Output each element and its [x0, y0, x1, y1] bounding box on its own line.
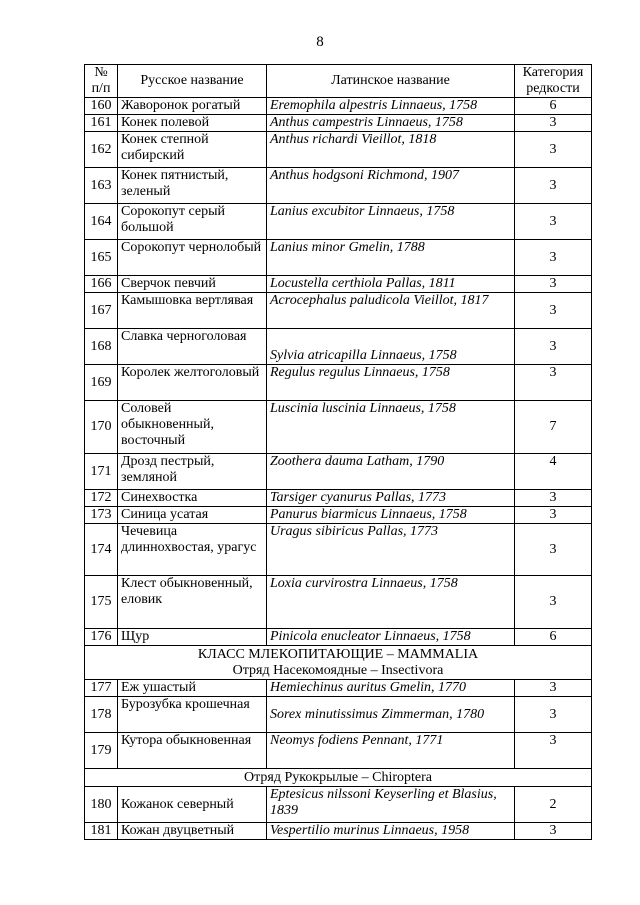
row-category: 3: [515, 576, 592, 629]
row-num: 164: [85, 204, 118, 240]
row-russian-name: Соловей обыкновенный, восточный: [118, 401, 267, 454]
row-russian-name: Камышовка вертлявая: [118, 293, 267, 329]
table-row: [85, 787, 592, 823]
row-category: 3: [515, 680, 592, 697]
row-category: 3: [515, 132, 592, 168]
row-num: 177: [85, 680, 118, 697]
table-row: [85, 507, 592, 524]
row-latin-name: Eptesicus nilssoni Keyserling et Blasius, 1839: [267, 787, 515, 823]
row-category: 3: [515, 490, 592, 507]
row-category: 6: [515, 98, 592, 115]
row-russian-name: Кутора обыкновенная: [118, 733, 267, 769]
row-latin-name: Loxia curvirostra Linnaeus, 1758: [267, 576, 515, 629]
table-row: [85, 823, 592, 840]
table-row: [85, 132, 592, 168]
row-russian-name: Конек степной сибирский: [118, 132, 267, 168]
section-order-title: Отряд Рукокрылые – Chiroptera: [85, 769, 592, 787]
row-num: 180: [85, 787, 118, 823]
row-category: 3: [515, 204, 592, 240]
row-num: 165: [85, 240, 118, 276]
row-latin-name: Anthus hodgsoni Richmond, 1907: [267, 168, 515, 204]
row-latin-name: Acrocephalus paludicola Vieillot, 1817: [267, 293, 515, 329]
table-row: [85, 680, 592, 697]
table-row: [85, 240, 592, 276]
table-row: [85, 204, 592, 240]
row-latin-name: Luscinia luscinia Linnaeus, 1758: [267, 401, 515, 454]
row-russian-name: Еж ушастый: [118, 680, 267, 697]
row-category: 3: [515, 168, 592, 204]
row-latin-name: Lanius excubitor Linnaeus, 1758: [267, 204, 515, 240]
row-russian-name: Чечевица длиннохвостая, урагус: [118, 524, 267, 576]
table-row: [85, 697, 592, 733]
table-row: [85, 733, 592, 769]
species-table: [84, 64, 592, 840]
row-category: 3: [515, 524, 592, 576]
row-category: 3: [515, 507, 592, 524]
row-category: 3: [515, 115, 592, 132]
row-latin-name: Sylvia atricapilla Linnaeus, 1758: [267, 329, 515, 365]
section-order-title: Отряд Насекомоядные – Insectivora: [232, 662, 444, 678]
row-num: 181: [85, 823, 118, 840]
section-row: [85, 646, 592, 680]
section-row: [85, 769, 592, 787]
row-category: 3: [515, 733, 592, 769]
row-category: 4: [515, 454, 592, 490]
row-russian-name: Сорокопут серый большой: [118, 204, 267, 240]
table-row: [85, 576, 592, 629]
row-category: 3: [515, 697, 592, 733]
section-class-title: КЛАСС МЛЕКОПИТАЮЩИЕ – MAMMALIA: [197, 646, 479, 662]
row-latin-name: Tarsiger cyanurus Pallas, 1773: [267, 490, 515, 507]
row-category: 3: [515, 293, 592, 329]
header-row: [85, 65, 592, 98]
row-russian-name: Клест обыкновенный, еловик: [118, 576, 267, 629]
row-latin-name: Zoothera dauma Latham, 1790: [267, 454, 515, 490]
table-row: [85, 524, 592, 576]
row-russian-name: Щур: [118, 629, 267, 646]
table-row: [85, 629, 592, 646]
row-latin-name: Lanius minor Gmelin, 1788: [267, 240, 515, 276]
row-latin-name: Anthus richardi Vieillot, 1818: [267, 132, 515, 168]
row-num: 160: [85, 98, 118, 115]
row-latin-name: Vespertilio murinus Linnaeus, 1958: [267, 823, 515, 840]
table-row: [85, 401, 592, 454]
row-num: 175: [85, 576, 118, 629]
table-row: [85, 365, 592, 401]
row-russian-name: Бурозубка крошечная: [118, 697, 267, 733]
row-category: 3: [515, 276, 592, 293]
header-category: Категория редкости: [515, 65, 592, 98]
row-num: 169: [85, 365, 118, 401]
row-category: 6: [515, 629, 592, 646]
table-row: [85, 329, 592, 365]
row-latin-name: Pinicola enucleator Linnaeus, 1758: [267, 629, 515, 646]
row-russian-name: Конек пятнистый, зеленый: [118, 168, 267, 204]
row-num: 168: [85, 329, 118, 365]
row-category: 3: [515, 365, 592, 401]
row-latin-name: Neomys fodiens Pennant, 1771: [267, 733, 515, 769]
row-russian-name: Кожанок северный: [118, 787, 267, 823]
row-latin-name: Uragus sibiricus Pallas, 1773: [267, 524, 515, 576]
row-num: 167: [85, 293, 118, 329]
row-latin-name: Regulus regulus Linnaeus, 1758: [267, 365, 515, 401]
row-latin-name: Hemiechinus auritus Gmelin, 1770: [267, 680, 515, 697]
row-russian-name: Конек полевой: [118, 115, 267, 132]
header-num: № п/п: [85, 65, 118, 98]
row-num: 178: [85, 697, 118, 733]
row-russian-name: Сорокопут чернолобый: [118, 240, 267, 276]
table-row: [85, 276, 592, 293]
table-row: [85, 454, 592, 490]
row-russian-name: Сверчок певчий: [118, 276, 267, 293]
row-category: 3: [515, 329, 592, 365]
row-num: 166: [85, 276, 118, 293]
table-row: [85, 293, 592, 329]
row-num: 171: [85, 454, 118, 490]
row-num: 176: [85, 629, 118, 646]
header-latin-name: Латинское название: [267, 65, 515, 98]
row-category: 3: [515, 823, 592, 840]
row-num: 162: [85, 132, 118, 168]
table-row: [85, 490, 592, 507]
row-num: 173: [85, 507, 118, 524]
row-russian-name: Жаворонок рогатый: [118, 98, 267, 115]
row-latin-name: Locustella certhiola Pallas, 1811: [267, 276, 515, 293]
row-russian-name: Славка черноголовая: [118, 329, 267, 365]
row-latin-name: Anthus campestris Linnaeus, 1758: [267, 115, 515, 132]
row-russian-name: Дрозд пестрый, земляной: [118, 454, 267, 490]
row-russian-name: Кожан двуцветный: [118, 823, 267, 840]
row-russian-name: Королек желтоголовый: [118, 365, 267, 401]
row-category: 2: [515, 787, 592, 823]
header-russian-name: Русское название: [118, 65, 267, 98]
row-russian-name: Синехвостка: [118, 490, 267, 507]
row-num: 172: [85, 490, 118, 507]
row-russian-name: Синица усатая: [118, 507, 267, 524]
section-cell: [85, 646, 592, 680]
row-num: 170: [85, 401, 118, 454]
table-row: [85, 98, 592, 115]
row-num: 174: [85, 524, 118, 576]
row-latin-name: Sorex minutissimus Zimmerman, 1780: [267, 697, 515, 733]
row-category: 3: [515, 240, 592, 276]
row-category: 7: [515, 401, 592, 454]
row-latin-name: Eremophila alpestris Linnaeus, 1758: [267, 98, 515, 115]
table-row: [85, 168, 592, 204]
row-num: 179: [85, 733, 118, 769]
row-num: 163: [85, 168, 118, 204]
row-num: 161: [85, 115, 118, 132]
row-latin-name: Panurus biarmicus Linnaeus, 1758: [267, 507, 515, 524]
table-row: [85, 115, 592, 132]
page-number: 8: [316, 34, 324, 50]
